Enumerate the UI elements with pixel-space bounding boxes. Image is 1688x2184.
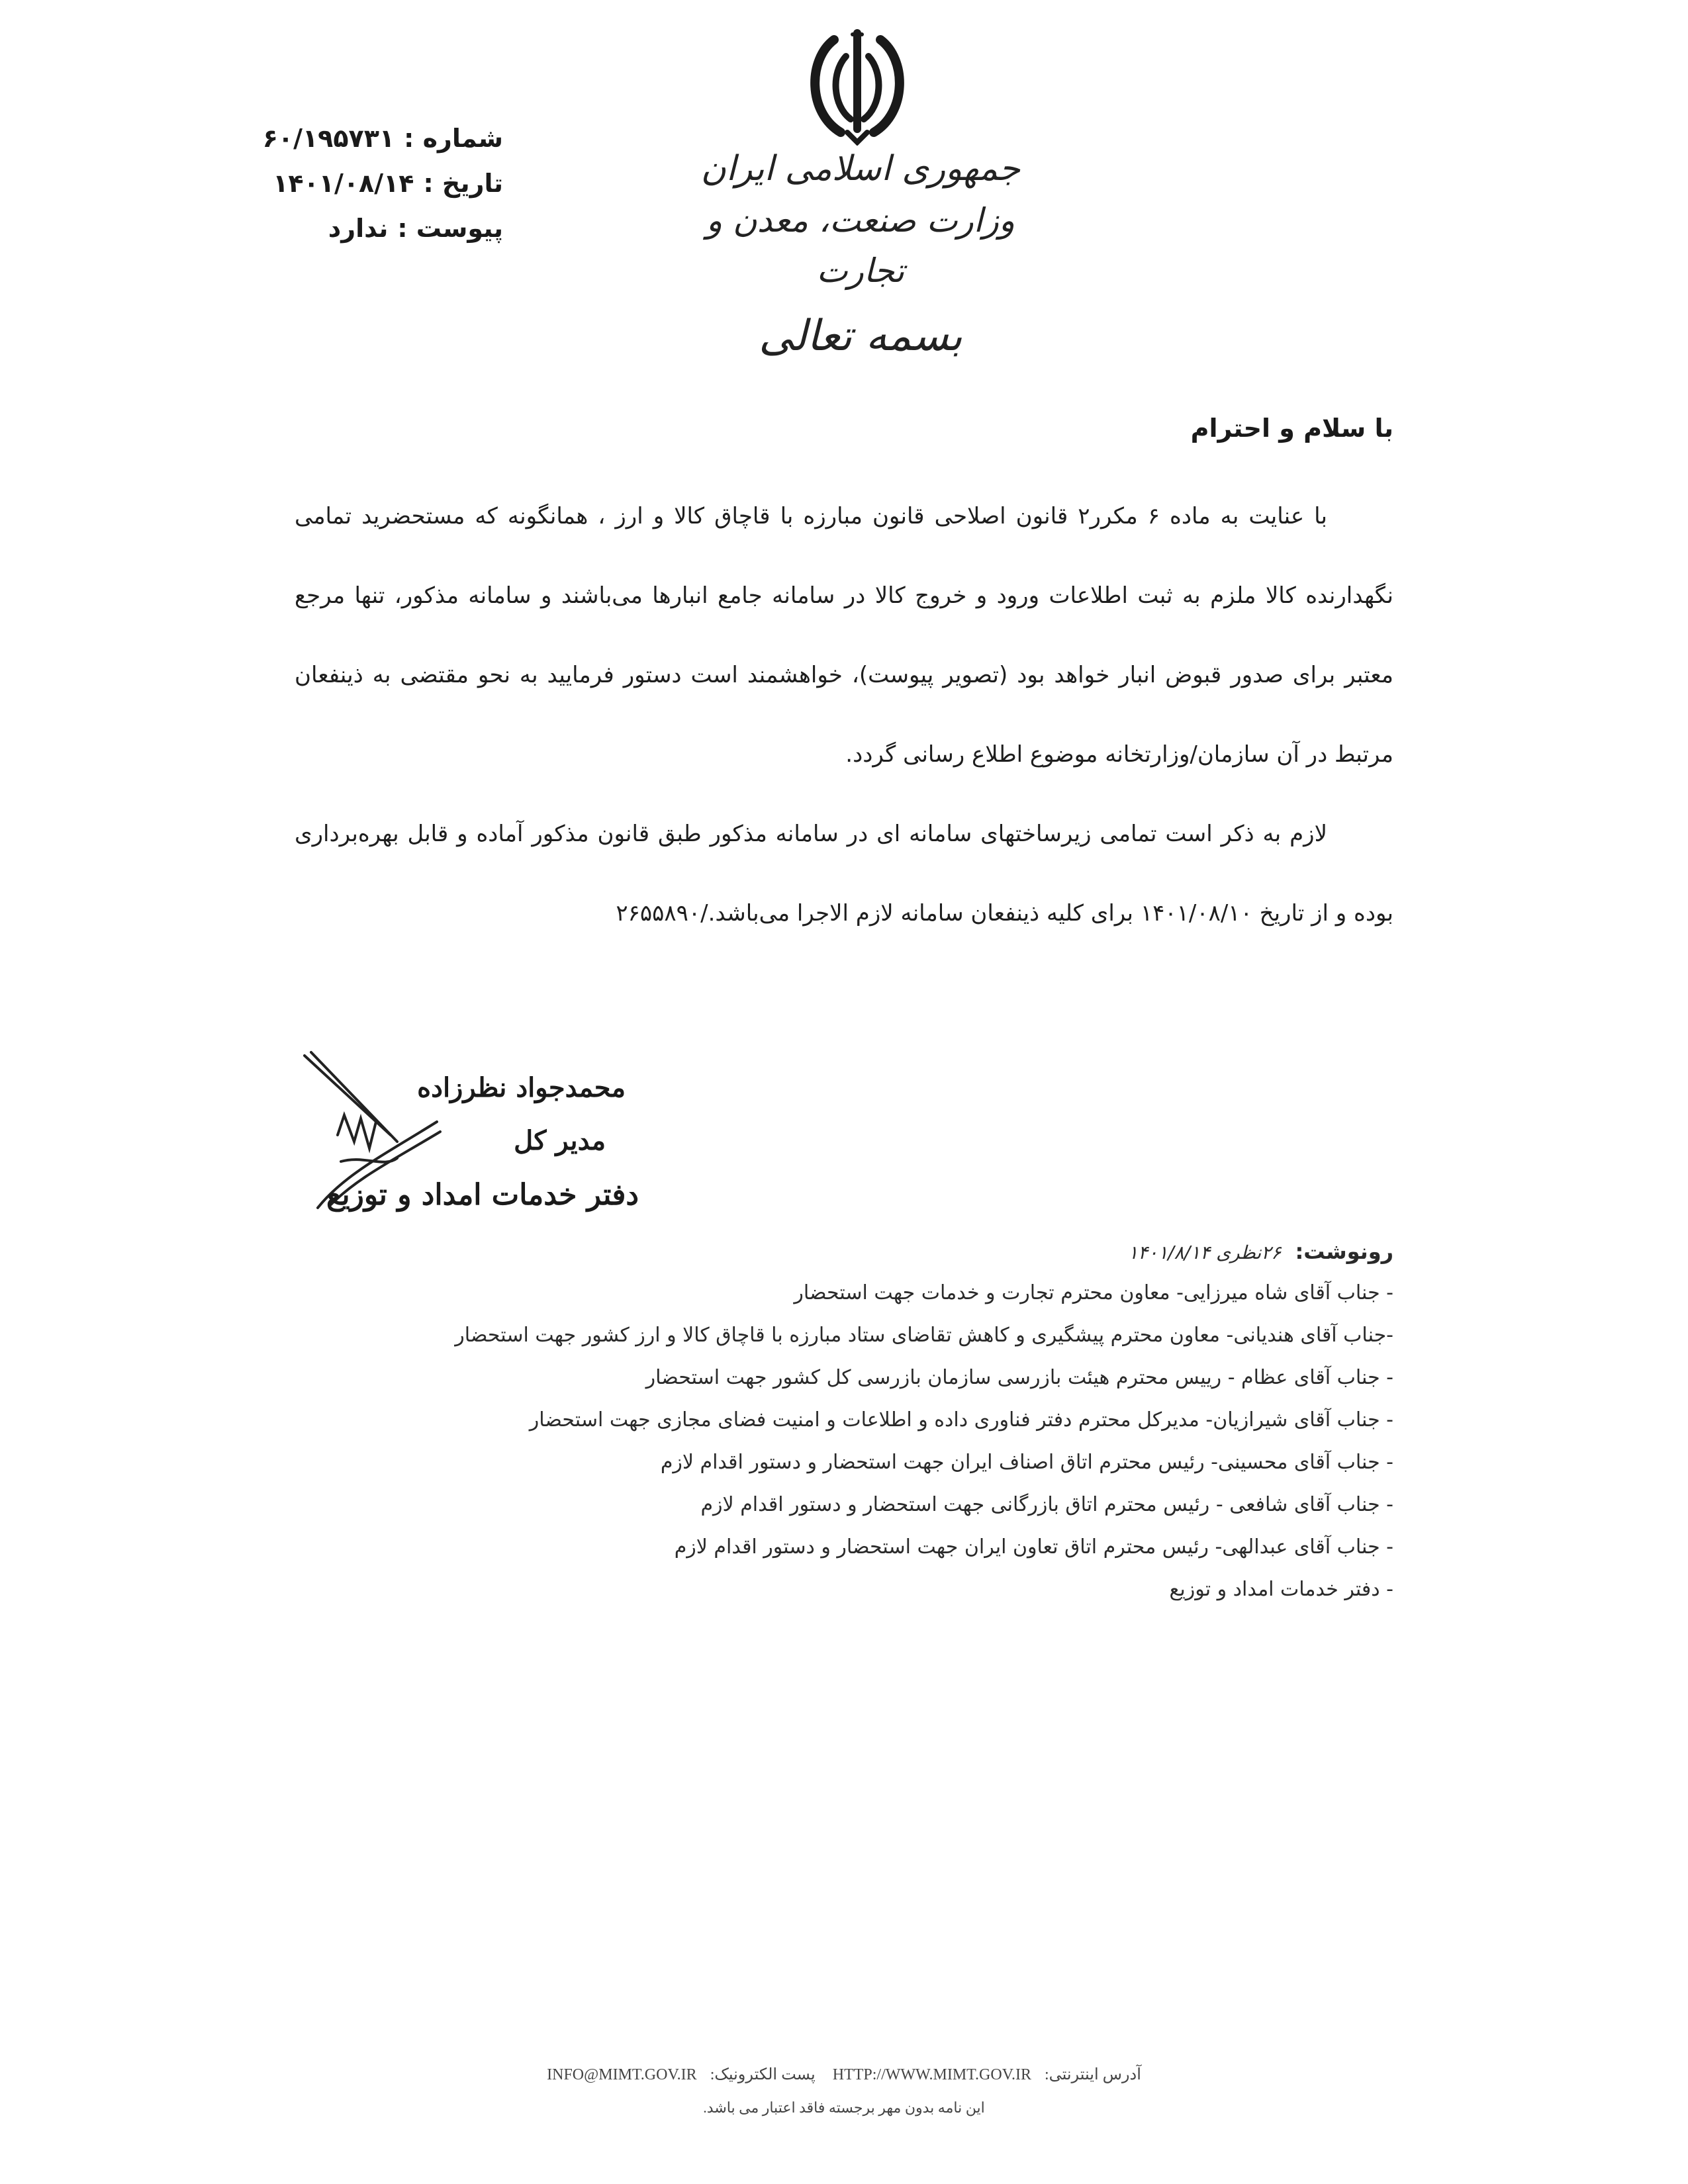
reference-block <box>199 116 503 251</box>
invocation: بسمه تعالی <box>759 312 962 361</box>
attachment-row <box>199 206 503 251</box>
cc-heading-row <box>295 1231 1393 1272</box>
iran-emblem-icon <box>794 20 920 146</box>
cc-heading: رونوشت: <box>1295 1239 1393 1264</box>
cc-item: - جناب آقای عبدالهی- رئیس محترم اتاق تعاون ایران جهت استحضار و دستور اقدام لازم <box>674 1535 1393 1559</box>
cc-item: - جناب آقای شیرازیان- مدیرکل محترم دفتر فناوری داده و اطلاعات و امنیت فضای مجازی جهت استحضار <box>529 1408 1393 1432</box>
letter-number-row <box>199 116 503 161</box>
website-link[interactable]: HTTP://WWW.MIMT.GOV.IR <box>832 2066 1031 2083</box>
letter-number-label: شماره : <box>404 124 503 153</box>
letter-date-row <box>199 161 503 206</box>
website-label: آدرس اینترنتی: <box>1044 2066 1141 2083</box>
signatory-office: دفتر خدمات امداد و توزیع <box>326 1178 639 1212</box>
signatory-name: محمدجواد نظرزاده <box>417 1072 626 1103</box>
footer-note: این نامه بدون مهر برجسته فاقد اعتبار می باشد. <box>703 2099 985 2116</box>
body-paragraph-1: با عنایت به ماده ۶ مکرر۲ قانون اصلاحی قانون مبارزه با قاچاق کالا و ارز ، همانگونه که مستحضرید تمامی نگهدارنده کالا ملزم به ثبت اطلاعات ورود و خروج کالا در سامانه جامع انبارها می‌باشند و سامانه مذکور، تنها مرجع معتبر برای صدور قبوض انبار خواهد بود (تصویر پیوست)، خواهشمند است دستور فرمایید به نحو مقتضی به ذینفعان مرتبط در آن سازمان/وزارتخانه موضوع اطلاع رسانی گردد. <box>295 503 1393 768</box>
email-link[interactable]: INFO@MIMT.GOV.IR <box>547 2066 697 2083</box>
footer-contact <box>397 2058 1291 2091</box>
letterhead <box>695 142 1026 373</box>
attachment-value: ندارد <box>328 214 389 243</box>
cc-item: - جناب آقای محسینی- رئیس محترم اتاق اصناف ایران جهت استحضار و دستور اقدام لازم <box>660 1451 1393 1474</box>
cc-item: - جناب آقای شاه میرزایی- معاون محترم تجارت و خدمات جهت استحضار <box>794 1281 1393 1304</box>
letter-date: ۱۴۰۱/۰۸/۱۴ <box>273 169 414 198</box>
cc-date: ۲۶نظری ۱۴۰۱/۸/۱۴ <box>1128 1242 1282 1263</box>
ministry-name: وزارت صنعت، معدن و تجارت <box>706 201 1015 290</box>
email-label: پست الکترونیک: <box>710 2066 816 2083</box>
letter-number: ۶۰/۱۹۵۷۳۱ <box>262 124 395 153</box>
cc-item: - جناب آقای عظام - رییس محترم هیئت بازرسی سازمان بازرسی کل کشور جهت استحضار <box>645 1366 1393 1389</box>
footer <box>397 2058 1291 2124</box>
letter-date-label: تاریخ : <box>423 169 503 198</box>
signatory-title: مدیر کل <box>514 1125 606 1156</box>
attachment-label: پیوست : <box>397 214 503 243</box>
body-paragraph-2: لازم به ذکر است تمامی زیرساختهای سامانه ای در سامانه مذکور طبق قانون مذکور آماده و قابل بهره‌برداری بوده و از تاریخ ۱۴۰۱/۰۸/۱۰ برای کلیه ذینفعان سامانه لازم الاجرا می‌باشد./۲۶۵۵۸۹۰ <box>295 821 1393 927</box>
republic-name: جمهوری اسلامی ایران <box>700 149 1021 189</box>
greeting: با سلام و احترام <box>1190 414 1393 443</box>
cc-item: -جناب آقای هندیانی- معاون محترم پیشگیری و کاهش تقاضای ستاد مبارزه با قاچاق کالا و ارز کشور جهت استحضار <box>455 1324 1393 1347</box>
cc-item: - دفتر خدمات امداد و توزیع <box>1169 1578 1393 1601</box>
letter-body <box>295 477 1393 953</box>
cc-item: - جناب آقای شافعی - رئیس محترم اتاق بازرگانی جهت استحضار و دستور اقدام لازم <box>700 1493 1393 1516</box>
cc-list <box>295 1231 1393 1611</box>
